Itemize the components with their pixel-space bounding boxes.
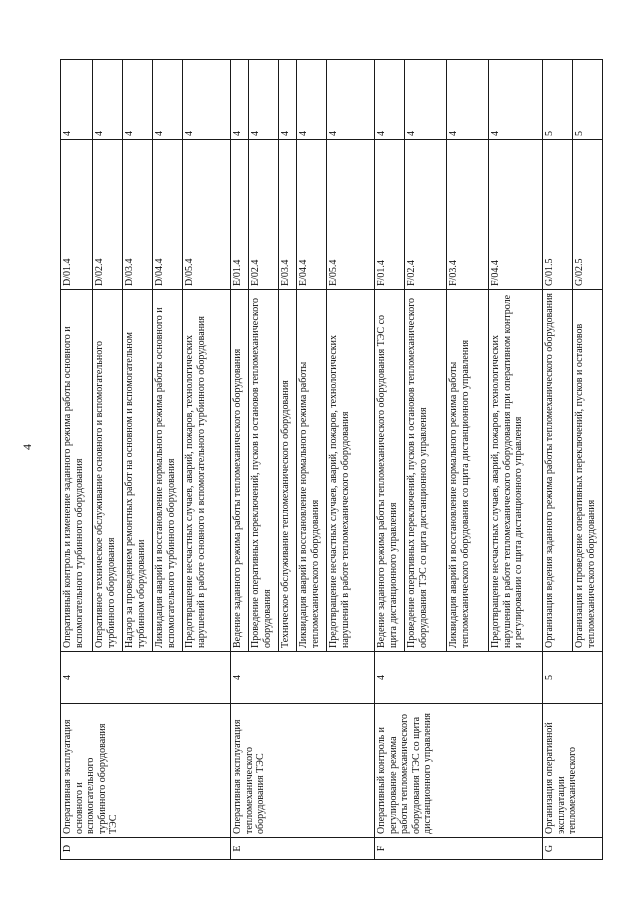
function-code: E/01.4 <box>231 140 249 290</box>
group-name: Организация оперативной эксплуатации тепломеханического <box>543 704 603 838</box>
function-level: 4 <box>375 60 405 140</box>
function-level: 4 <box>405 60 447 140</box>
group-name: Оперативная эксплуатация тепломеханического оборудования ТЭС <box>231 704 375 838</box>
table-row <box>375 60 405 860</box>
function-level: 4 <box>183 60 231 140</box>
function-level: 4 <box>93 60 123 140</box>
function-name: Ведение заданного режима работы тепломеханического оборудования <box>231 290 249 652</box>
function-level: 4 <box>249 60 279 140</box>
function-code: F/03.4 <box>447 140 489 290</box>
function-name: Предотвращение несчастных случаев, аварий, пожаров, технологических нарушений в работе тепломеханического оборудования при оперативном контроле и регулировании со щита дистанционного управления <box>489 290 543 652</box>
function-name: Надзор за проведением ремонтных работ на основном и вспомогательном турбинном оборудовании <box>123 290 153 652</box>
function-map-table <box>60 59 603 860</box>
function-name: Ликвидация аварий и восстановление нормального режима работы основного и вспомогательного турбинного оборудования <box>153 290 183 652</box>
function-level: 4 <box>231 60 249 140</box>
function-code: G/01.5 <box>543 140 573 290</box>
function-code: D/05.4 <box>183 140 231 290</box>
function-map-table-rotated <box>60 60 602 860</box>
group-name: Оперативный контроль и регулирование режима работы тепломеханического оборудования ТЭС со щита дистанционного управления <box>375 704 543 838</box>
group-code: D <box>61 838 231 860</box>
function-code: E/02.4 <box>249 140 279 290</box>
function-code: F/01.4 <box>375 140 405 290</box>
function-code: F/04.4 <box>489 140 543 290</box>
function-name: Ликвидация аварий и восстановление нормального режима работы тепломеханического оборудования <box>297 290 327 652</box>
function-level: 4 <box>279 60 297 140</box>
function-code: F/02.4 <box>405 140 447 290</box>
function-name: Организация и проведение оперативных переключений, пусков и остановов тепломеханического оборудования <box>573 290 603 652</box>
function-name: Предотвращение несчастных случаев, аварий, пожаров, технологических нарушений в работе тепломеханического оборудования <box>327 290 375 652</box>
function-code: E/04.4 <box>297 140 327 290</box>
function-code: G/02.5 <box>573 140 603 290</box>
function-name: Ведение заданного режима работы тепломеханического оборудования ТЭС со щита дистанционного управления <box>375 290 405 652</box>
function-name: Ликвидация аварий и восстановление нормального режима работы тепломеханического оборудования со щита дистанционного управления <box>447 290 489 652</box>
function-name: Оперативное техническое обслуживание основного и вспомогательного турбинного оборудования <box>93 290 123 652</box>
function-name: Проведение оперативных переключений, пусков и остановов тепломеханического оборудования ТЭС со щита дистанционного управления <box>405 290 447 652</box>
page-number: 4 <box>20 444 34 450</box>
function-level: 5 <box>543 60 573 140</box>
table-row <box>231 60 249 860</box>
group-name: Оперативная эксплуатация основного и вспомогательного турбинного оборудования ТЭС <box>61 704 231 838</box>
group-code: E <box>231 838 375 860</box>
group-level: 4 <box>375 652 543 704</box>
group-level: 4 <box>231 652 375 704</box>
function-name: Организация ведения заданного режима работы тепломеханического оборудования <box>543 290 573 652</box>
group-level: 4 <box>61 652 231 704</box>
function-code: E/03.4 <box>279 140 297 290</box>
function-level: 4 <box>61 60 93 140</box>
function-name: Техническое обслуживание тепломеханического оборудования <box>279 290 297 652</box>
function-name: Предотвращение несчастных случаев, аварий, пожаров, технологических нарушений в работе основного и вспомогательного турбинного оборудования <box>183 290 231 652</box>
function-name: Проведение оперативных переключений, пусков и остановов тепломеханического оборудования <box>249 290 279 652</box>
function-name: Оперативный контроль и изменение заданного режима работы основного и вспомогательного турбинного оборудования <box>61 290 93 652</box>
function-code: D/02.4 <box>93 140 123 290</box>
function-level: 4 <box>123 60 153 140</box>
function-code: D/03.4 <box>123 140 153 290</box>
group-code: G <box>543 838 603 860</box>
group-code: F <box>375 838 543 860</box>
function-level: 4 <box>327 60 375 140</box>
group-level: 5 <box>543 652 603 704</box>
function-level: 4 <box>447 60 489 140</box>
function-level: 4 <box>489 60 543 140</box>
table-row <box>543 60 573 860</box>
function-level: 4 <box>297 60 327 140</box>
function-code: D/04.4 <box>153 140 183 290</box>
table-row <box>61 60 93 860</box>
function-code: D/01.4 <box>61 140 93 290</box>
function-level: 4 <box>153 60 183 140</box>
function-level: 5 <box>573 60 603 140</box>
function-code: E/05.4 <box>327 140 375 290</box>
